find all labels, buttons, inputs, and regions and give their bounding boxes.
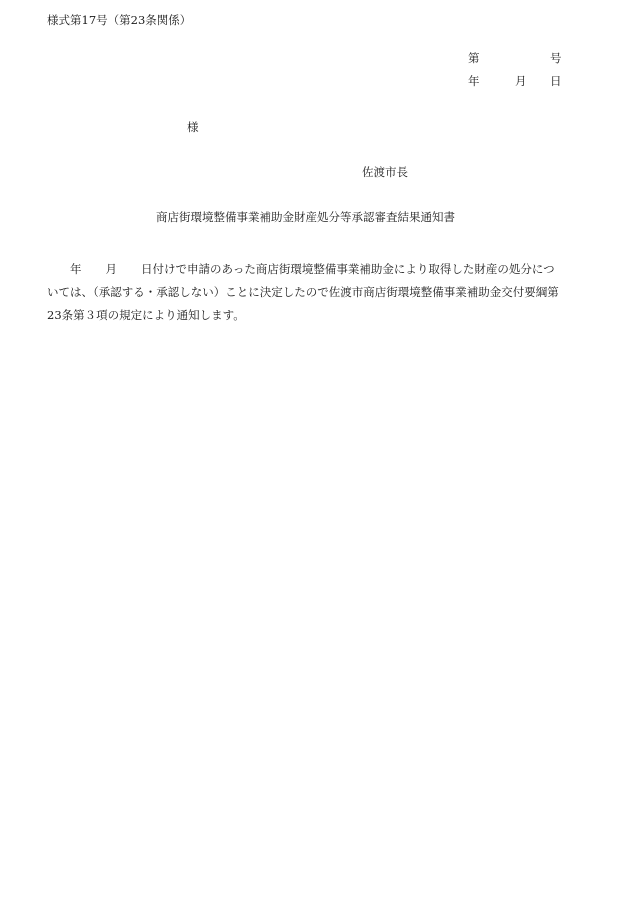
form-number: 様式第17号（第23条関係） [47,13,192,27]
issuer-name: 佐渡市長 [362,165,408,179]
body-line-2: いては、（承認する・承認しない）ことに決定したので佐渡市商店街環境整備事業補助金交付要綱第 [47,285,559,299]
body-year-label: 年 [70,262,82,276]
reference-number-prefix: 第 [468,51,480,65]
reference-number-suffix: 号 [550,51,562,65]
notice-body [47,258,577,327]
addressee-honorific: 様 [187,120,199,134]
body-line-3: 23条第３項の規定により通知します。 [47,308,245,322]
body-line-1-text: 日付けで申請のあった商店街環境整備事業補助金により取得した財産の処分につ [141,262,555,276]
date-day-label: 日 [550,74,562,88]
document-title: 商店街環境整備事業補助金財産処分等承認審査結果通知書 [156,210,455,224]
date-month-label: 月 [515,74,527,88]
body-line-1 [47,258,577,281]
body-month-label: 月 [105,262,117,276]
date-year-label: 年 [468,74,480,88]
